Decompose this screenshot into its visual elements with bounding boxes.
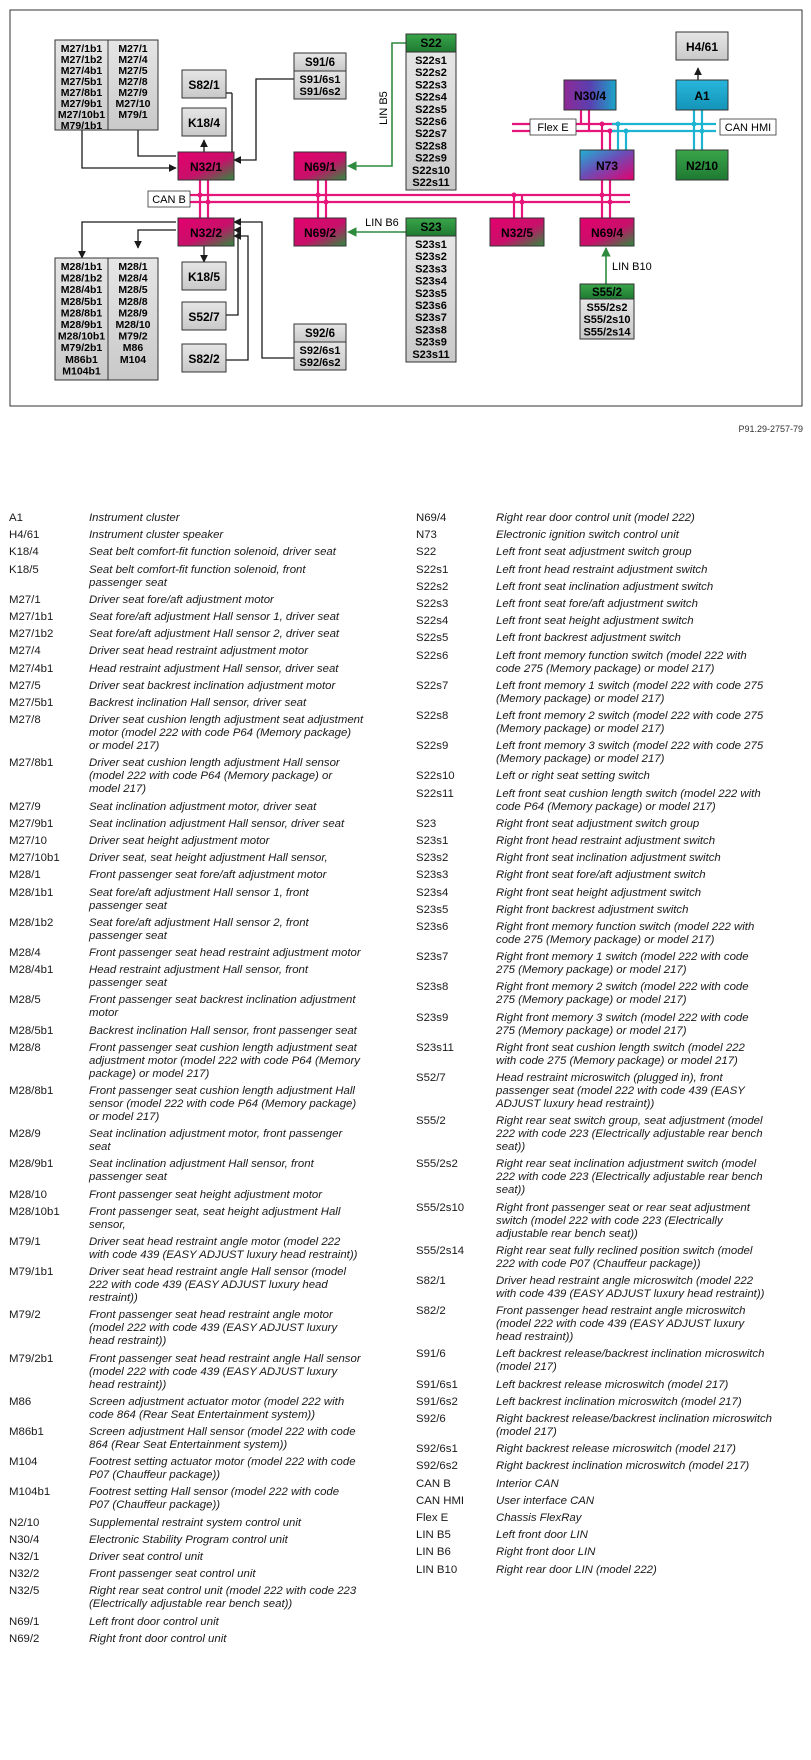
legend-description: Front passenger seat head restraint angle Hall sensor (model 222 with code 439 (EASY ADJUST luxury head restraint))	[89, 1352, 361, 1391]
svg-text:S23: S23	[420, 220, 442, 234]
legend-code: N32/1	[9, 1551, 40, 1563]
legend-code: S22s2	[416, 580, 449, 593]
svg-text:CAN HMI: CAN HMI	[724, 122, 772, 134]
s23-item: S23s9	[415, 336, 447, 349]
legend-description: Seat inclination adjustment motor, front passenger seat	[89, 1128, 343, 1154]
legend-description: Left front seat height adjustment switch	[496, 615, 694, 628]
legend-description: Seat inclination adjustment motor, driver seat	[89, 800, 317, 813]
legend-description: Left front backrest adjustment switch	[496, 632, 681, 645]
legend-code: M28/10	[9, 1188, 47, 1201]
legend-code: S82/1	[416, 1275, 446, 1287]
legend-description: Instrument cluster speaker	[89, 529, 224, 542]
legend-code: M27/5b1	[9, 697, 54, 709]
svg-text:S55/2: S55/2	[591, 287, 623, 299]
legend-description: Right front seat adjustment switch group	[496, 817, 700, 830]
node-s82-1	[182, 70, 226, 98]
legend-description: Seat inclination adjustment Hall sensor, front passenger seat	[89, 1158, 314, 1184]
legend-description: Chassis FlexRay	[496, 1512, 582, 1524]
legend-description: Left front seat inclination adjustment switch	[496, 580, 714, 593]
legend-description: Driver head restraint angle microswitch (model 222 with code 439 (EASY ADJUST luxury head restraint))	[496, 1275, 765, 1300]
legend-code: H4/61	[9, 529, 40, 542]
legend-code: S23s1	[416, 835, 449, 847]
svg-text:N2/10: N2/10	[685, 159, 719, 173]
svg-text:S82/1: S82/1	[188, 78, 220, 92]
m27-group	[55, 40, 158, 132]
legend-code: S23s11	[416, 1041, 454, 1054]
m28-item: M28/8	[118, 295, 148, 308]
m28-item: M28/1b2	[60, 272, 103, 285]
s22-item: S22s5	[415, 103, 447, 116]
s23-item: S23s1	[415, 239, 447, 251]
legend-description: Left front memory 3 switch (model 222 with code 275 (Memory package) or model 217)	[496, 740, 764, 766]
node-n32-2	[178, 218, 234, 246]
legend-code: S22	[416, 546, 437, 559]
legend-description: Right front memory function switch (model 222 with code 275 (Memory package) or model 217)	[496, 921, 755, 946]
svg-text:CAN B: CAN B	[152, 194, 186, 206]
legend-description: Left front memory 2 switch (model 222 with code 275 (Memory package) or model 217)	[496, 710, 764, 735]
legend-code: N32/2	[9, 1568, 40, 1581]
s23-item: S23s11	[412, 348, 450, 361]
legend-description: Front passenger seat backrest inclination adjustment motor	[89, 994, 356, 1020]
legend-description: Driver seat fore/aft adjustment motor	[89, 593, 274, 606]
legend-description: Screen adjustment Hall sensor (model 222 with code 864 (Rear Seat Entertainment system))	[89, 1426, 356, 1451]
legend-description: Right front head restraint adjustment switch	[496, 835, 716, 847]
node-n2-10	[676, 150, 728, 180]
s23-item: S23s5	[415, 287, 447, 300]
legend-code: S23s5	[416, 903, 449, 916]
node-s82-2	[182, 344, 226, 372]
lin-b5-label: LIN B5	[378, 91, 390, 125]
legend-code: M27/9	[9, 800, 41, 813]
legend-code: S23s9	[416, 1011, 449, 1024]
svg-text:N32/1: N32/1	[189, 160, 223, 174]
legend-code: S92/6s1	[416, 1443, 458, 1456]
legend-code: Flex E	[416, 1512, 449, 1524]
m28-item: M104	[119, 353, 147, 366]
m27-item: M27/1b2	[60, 54, 103, 66]
legend-description: Head restraint adjustment Hall sensor, driver seat	[89, 662, 339, 675]
legend-code: K18/5	[9, 563, 39, 576]
legend-description: Supplemental restraint system control unit	[89, 1516, 302, 1529]
figure-reference: P91.29-2757-79	[738, 424, 803, 434]
legend-code: M27/8	[9, 714, 41, 727]
s22-item: S22s8	[415, 140, 447, 153]
legend-description: Right backrest release/backrest inclination microswitch (model 217)	[496, 1413, 773, 1438]
m27-item: M27/9	[118, 87, 148, 99]
legend-code: M79/1b1	[9, 1266, 54, 1279]
svg-text:Flex E: Flex E	[537, 122, 569, 134]
legend-description: Right front passenger seat or rear seat adjustment switch (model 222 with code 223 (Electrically adjustable rear bench seat))	[496, 1201, 750, 1240]
legend-description: Front passenger seat cushion length adjustment Hall sensor (model 222 with code P64 (Memory package) or model 217)	[89, 1085, 357, 1123]
m27-item: M27/1b1	[60, 43, 103, 55]
legend-description: Right front memory 1 switch (model 222 with code 275 (Memory package) or model 217)	[496, 951, 749, 977]
legend-description: Seat belt comfort-fit function solenoid, front passenger seat	[89, 563, 306, 589]
svg-text:S22: S22	[420, 36, 442, 50]
legend-description: Driver seat cushion length adjustment seat adjustment motor (model 222 with code P64 (Memory package) or model 217)	[89, 714, 364, 753]
node-k18-4	[182, 108, 226, 136]
legend-description: Backrest inclination Hall sensor, front passenger seat	[89, 1024, 357, 1037]
m27-item: M27/9b1	[60, 98, 103, 110]
legend-code: S22s10	[416, 770, 455, 783]
m28-item: M28/4b1	[60, 284, 103, 297]
legend-code: S22s7	[416, 679, 449, 692]
m27-item: M27/10	[115, 98, 151, 110]
m27-item: M27/1	[118, 43, 148, 55]
m27-item: M27/4b1	[60, 65, 103, 77]
legend-description: Seat belt comfort-fit function solenoid, driver seat	[89, 546, 336, 559]
legend-description: Electronic ignition switch control unit	[496, 529, 679, 542]
legend-code: LIN B5	[416, 1529, 451, 1542]
s22-item: S22s1	[415, 55, 447, 67]
legend-description: Left front door control unit	[89, 1615, 219, 1628]
legend-code: S23s4	[416, 886, 449, 899]
node-h4-61	[676, 32, 728, 60]
legend-description: Front passenger seat, seat height adjustment Hall sensor,	[89, 1205, 341, 1231]
s91-group	[294, 53, 346, 99]
legend-code: S55/2	[416, 1115, 446, 1128]
m27-item: M27/8	[118, 76, 148, 88]
legend-description: Seat inclination adjustment Hall sensor, driver seat	[89, 817, 345, 830]
svg-text:K18/5: K18/5	[187, 270, 221, 284]
legend-description: Front passenger seat height adjustment motor	[89, 1188, 323, 1201]
s23-group	[406, 218, 456, 362]
svg-text:S92/6: S92/6	[304, 328, 336, 340]
legend-description: Left backrest release/backrest inclination microswitch (model 217)	[496, 1348, 765, 1374]
legend-code: N2/10	[9, 1516, 40, 1529]
wiring-diagram	[0, 0, 811, 420]
legend-code: M79/2b1	[9, 1352, 54, 1365]
legend-description: Head restraint microswitch (plugged in), front passenger seat (model 222 with code 439 (EASY ADJUST luxury head restraint))	[496, 1072, 745, 1110]
flex-e-label	[530, 119, 576, 135]
lin-b6-label: LIN B6	[365, 217, 399, 229]
legend-description: Right backrest release microswitch (model 217)	[496, 1443, 736, 1456]
node-s52-7	[182, 302, 226, 330]
svg-text:S91/6s1: S91/6s1	[299, 74, 341, 86]
s55-item: S55/2s2	[586, 302, 628, 314]
legend-code: M27/4	[9, 645, 41, 658]
legend-description: Left backrest release microswitch (model 217)	[496, 1378, 729, 1391]
legend-code: M86	[9, 1395, 32, 1408]
legend-code: M28/8	[9, 1041, 41, 1054]
svg-text:A1: A1	[694, 89, 710, 103]
m28-item: M86b1	[65, 353, 98, 366]
legend-code: M79/1	[9, 1236, 41, 1248]
s22-item: S22s9	[415, 152, 447, 165]
legend-code: M104	[9, 1456, 38, 1469]
legend-code: M27/8b1	[9, 757, 54, 770]
legend-code: M27/10b1	[9, 852, 60, 865]
legend-description: Right front memory 3 switch (model 222 with code 275 (Memory package) or model 217)	[496, 1011, 749, 1037]
node-n32-1	[178, 152, 234, 180]
m28-item: M79/2	[118, 330, 148, 343]
legend-code: M27/1b1	[9, 611, 54, 623]
legend-description: Right front backrest adjustment switch	[496, 903, 689, 916]
legend-code: S23	[416, 817, 437, 830]
legend-code: S91/6	[416, 1348, 446, 1361]
can-b-label	[148, 191, 190, 207]
legend-code: S82/2	[416, 1305, 446, 1318]
legend-description: Right rear seat control unit (model 222 with code 223 (Electrically adjustable rear bench seat))	[89, 1585, 357, 1611]
legend-code: M86b1	[9, 1426, 44, 1438]
legend-description: Driver seat control unit	[89, 1551, 203, 1563]
legend-code: M27/1	[9, 593, 41, 606]
s22-item: S22s4	[415, 91, 447, 104]
legend-description: Seat fore/aft adjustment Hall sensor 2, front passenger seat	[89, 916, 309, 942]
legend-description: Seat fore/aft adjustment Hall sensor 1, front passenger seat	[89, 886, 309, 912]
legend-code: M79/2	[9, 1309, 41, 1322]
node-n69-4	[580, 218, 634, 246]
legend-code: N69/1	[9, 1615, 40, 1628]
legend-code: S92/6s2	[416, 1460, 458, 1473]
legend-code: M27/9b1	[9, 817, 54, 830]
can-hmi-label	[720, 119, 776, 135]
m27-item: M27/5b1	[60, 76, 103, 88]
legend-description: Right rear seat inclination adjustment switch (model 222 with code 223 (Electrically adjustable rear bench seat))	[496, 1158, 763, 1197]
s22-item: S22s6	[415, 116, 447, 128]
legend-description: Driver seat height adjustment motor	[89, 835, 270, 847]
legend-description: Left or right seat setting switch	[496, 770, 650, 783]
legend-code: M28/1	[9, 869, 41, 882]
legend-code: S22s11	[416, 787, 454, 800]
svg-text:N73: N73	[595, 159, 619, 173]
legend-code: S22s3	[416, 598, 449, 610]
legend-description: Screen adjustment actuator motor (model 222 with code 864 (Rear Seat Entertainment system))	[89, 1395, 345, 1421]
legend-code: M28/9	[9, 1128, 41, 1141]
m27-item: M27/8b1	[60, 87, 103, 99]
s23-item: S23s3	[415, 263, 447, 276]
s22-item: S22s11	[412, 177, 450, 189]
m28-item: M28/5b1	[60, 295, 103, 308]
legend-description: Right front memory 2 switch (model 222 with code 275 (Memory package) or model 217)	[496, 981, 749, 1007]
m28-item: M79/2b1	[60, 342, 103, 355]
legend-code: M27/5	[9, 679, 41, 692]
legend-description: Footrest setting Hall sensor (model 222 with code P07 (Chauffeur package))	[89, 1486, 340, 1512]
legend-description: Front passenger seat control unit	[89, 1568, 256, 1581]
svg-text:S91/6: S91/6	[304, 57, 336, 69]
legend-description: Backrest inclination Hall sensor, driver seat	[89, 697, 307, 709]
s23-item: S23s8	[415, 324, 447, 337]
legend-code: S23s6	[416, 921, 449, 933]
legend-code: S55/2s10	[416, 1201, 465, 1214]
svg-text:S92/6s2: S92/6s2	[299, 357, 341, 369]
legend-description: Right rear door LIN (model 222)	[496, 1563, 657, 1576]
legend-code: N73	[416, 529, 437, 542]
legend-description: User interface CAN	[496, 1494, 595, 1507]
legend-description: Left front seat adjustment switch group	[496, 546, 692, 559]
legend-code: N30/4	[9, 1533, 40, 1546]
svg-text:H4/61: H4/61	[685, 40, 719, 54]
s23-item: S23s6	[415, 300, 447, 312]
legend-description: Left backrest inclination microswitch (model 217)	[496, 1395, 742, 1408]
legend-code: LIN B6	[416, 1546, 451, 1559]
m27-item: M79/1b1	[60, 120, 103, 132]
m28-item: M28/9b1	[60, 319, 103, 331]
legend-code: S23s8	[416, 981, 449, 994]
legend-description: Head restraint adjustment Hall sensor, front passenger seat	[89, 964, 309, 990]
m28-item: M28/1b1	[60, 261, 103, 273]
legend-code: K18/4	[9, 546, 39, 559]
m28-item: M28/8b1	[60, 307, 103, 320]
legend-description: Right rear door control unit (model 222)	[496, 512, 695, 524]
legend-code: M28/4	[9, 947, 41, 959]
s23-item: S23s7	[415, 312, 447, 325]
legend-description: Seat fore/aft adjustment Hall sensor 2, driver seat	[89, 628, 340, 641]
s22-item: S22s2	[415, 67, 447, 80]
svg-text:N69/4: N69/4	[590, 226, 624, 240]
svg-text:N32/2: N32/2	[189, 226, 223, 240]
legend-description: Right rear seat fully reclined position switch (model 222 with code P07 (Chauffeur package))	[496, 1244, 753, 1270]
legend-code: S22s6	[416, 649, 449, 662]
node-n30-4	[564, 80, 616, 110]
legend-description: Right backrest inclination microswitch (model 217)	[496, 1460, 750, 1473]
s55-item: S55/2s10	[583, 314, 631, 327]
legend-description: Driver seat head restraint angle Hall sensor (model 222 with code 439 (EASY ADJUST luxury head restraint))	[89, 1266, 347, 1305]
legend-code: M27/10	[9, 835, 47, 847]
legend-description: Left front head restraint adjustment switch	[496, 563, 708, 576]
m28-item: M28/4	[118, 272, 148, 285]
legend-code: S22s4	[416, 615, 449, 628]
legend-code: M28/9b1	[9, 1158, 54, 1171]
legend-description: Electronic Stability Program control unit	[89, 1533, 288, 1546]
legend-description: Right front seat height adjustment switch	[496, 886, 702, 899]
m28-group	[55, 258, 158, 380]
legend-code: M27/1b2	[9, 628, 54, 641]
legend-code: M28/4b1	[9, 964, 54, 977]
svg-text:S92/6s1: S92/6s1	[299, 345, 341, 357]
legend-description: Instrument cluster	[89, 512, 180, 524]
m28-item: M28/10	[115, 319, 151, 331]
legend-description: Right front seat fore/aft adjustment switch	[496, 869, 706, 882]
legend-description: Left front seat fore/aft adjustment switch	[496, 598, 698, 610]
s22-item: S22s10	[412, 164, 450, 177]
legend-code: M28/5	[9, 994, 41, 1007]
s22-group	[406, 34, 456, 190]
node-n69-2	[294, 218, 346, 246]
m28-item: M28/5	[118, 284, 148, 297]
legend-description: Driver seat head restraint adjustment motor	[89, 645, 309, 658]
s23-item: S23s4	[415, 275, 447, 288]
svg-text:N69/1: N69/1	[303, 160, 337, 174]
legend-code: S52/7	[416, 1072, 446, 1084]
legend-code: N69/4	[416, 512, 447, 524]
legend-description: Right front door control unit	[89, 1632, 227, 1645]
legend-code: S22s9	[416, 740, 449, 753]
legend-description: Left front memory 1 switch (model 222 with code 275 (Memory package) or model 217)	[496, 679, 764, 705]
m28-item: M104b1	[62, 365, 101, 378]
s22-item: S22s7	[415, 128, 447, 141]
svg-text:S91/6s2: S91/6s2	[299, 86, 341, 98]
legend-code: M28/5b1	[9, 1024, 54, 1037]
node-n32-5	[490, 218, 544, 246]
svg-text:N69/2: N69/2	[303, 226, 337, 240]
legend-code: N32/5	[9, 1585, 40, 1598]
legend-code: M28/10b1	[9, 1205, 60, 1218]
legend-description: Right front seat cushion length switch (model 222 with code 275 (Memory package) or model 217)	[496, 1041, 745, 1067]
s55-group	[580, 284, 634, 339]
legend-code: N69/2	[9, 1632, 40, 1645]
legend-code: S91/6s1	[416, 1378, 458, 1391]
legend-description: Front passenger seat head restraint adjustment motor	[89, 947, 361, 959]
s23-item: S23s2	[415, 251, 447, 264]
svg-text:S82/2: S82/2	[188, 352, 220, 366]
legend-code: CAN HMI	[416, 1494, 465, 1507]
legend-code: S23s3	[416, 869, 449, 882]
legend-description: Driver seat, seat height adjustment Hall sensor,	[89, 852, 328, 865]
legend-description: Front passenger seat fore/aft adjustment motor	[89, 869, 327, 882]
legend-description: Right rear seat switch group, seat adjustment (model 222 with code 223 (Electrically adjustable rear bench seat))	[496, 1115, 763, 1154]
legend-description: Footrest setting actuator motor (model 222 with code P07 (Chauffeur package))	[89, 1456, 356, 1482]
legend-description: Front passenger seat cushion length adjustment seat adjustment motor (model 222 with code P64 (Memory package) or model 217)	[89, 1041, 360, 1080]
legend-code: LIN B10	[416, 1563, 458, 1576]
node-n73	[580, 150, 634, 180]
m27-item: M27/4	[118, 54, 148, 66]
legend-description: Driver seat head restraint angle motor (model 222 with code 439 (EASY ADJUST luxury head restraint))	[89, 1236, 358, 1261]
m27-item: M79/1	[118, 109, 148, 121]
svg-text:N30/4: N30/4	[573, 89, 607, 103]
m28-item: M86	[122, 342, 144, 355]
legend-code: S55/2s14	[416, 1244, 465, 1257]
legend-description: Right front door LIN	[496, 1546, 596, 1559]
legend-code: S23s7	[416, 951, 449, 964]
legend-description: Seat fore/aft adjustment Hall sensor 1, driver seat	[89, 611, 340, 623]
node-k18-5	[182, 262, 226, 290]
legend-code: M28/1b2	[9, 916, 54, 929]
legend-code: S92/6	[416, 1413, 446, 1425]
legend-code: S55/2s2	[416, 1158, 458, 1171]
legend-code: S22s8	[416, 710, 449, 722]
m28-item: M28/9	[118, 307, 148, 320]
legend-description: Left front memory function switch (model 222 with code 275 (Memory package) or model 217)	[496, 649, 747, 675]
s92-group	[294, 324, 346, 370]
s55-item: S55/2s14	[583, 326, 631, 339]
legend-description: Front passenger seat head restraint angle motor (model 222 with code 439 (EASY ADJUST luxury head restraint))	[89, 1309, 338, 1348]
legend-code: M28/8b1	[9, 1085, 54, 1097]
svg-text:K18/4: K18/4	[187, 116, 221, 130]
node-a1	[676, 80, 728, 110]
legend-description: Right front seat inclination adjustment switch	[496, 852, 721, 865]
legend-code: S91/6s2	[416, 1395, 458, 1408]
legend-code: S22s1	[416, 563, 449, 576]
legend-code: S22s5	[416, 632, 449, 645]
legend-code: M27/4b1	[9, 662, 54, 675]
m27-item: M27/10b1	[57, 109, 106, 121]
legend-code: CAN B	[416, 1477, 451, 1490]
legend-code: M104b1	[9, 1486, 51, 1499]
lin-b10-label: LIN B10	[612, 261, 652, 273]
legend-code: S23s2	[416, 852, 449, 865]
svg-text:N32/5: N32/5	[500, 226, 534, 240]
legend-description: Interior CAN	[496, 1477, 559, 1490]
m28-item: M28/1	[118, 261, 148, 273]
legend-description: Left front seat cushion length switch (model 222 with code P64 (Memory package) or model 217)	[496, 787, 761, 813]
svg-text:S52/7: S52/7	[188, 310, 220, 324]
legend-description: Driver seat cushion length adjustment Hall sensor (model 222 with code P64 (Memory package) or model 217)	[89, 757, 340, 796]
legend-description: Left front door LIN	[496, 1529, 588, 1542]
m27-item: M27/5	[118, 65, 148, 77]
legend-description: Driver seat backrest inclination adjustment motor	[89, 679, 336, 692]
legend-description: Front passenger head restraint angle microswitch (model 222 with code 439 (EASY ADJUST luxury head restraint))	[496, 1305, 746, 1344]
m28-item: M28/10b1	[57, 330, 106, 343]
legend-code: A1	[9, 512, 23, 524]
legend-code: M28/1b1	[9, 886, 54, 899]
node-n69-1	[294, 152, 346, 180]
s22-item: S22s3	[415, 79, 447, 92]
